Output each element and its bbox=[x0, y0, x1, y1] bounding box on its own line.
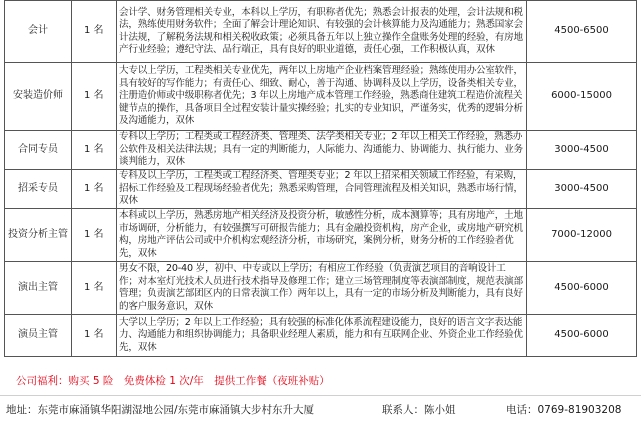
job-title: 合同专员 bbox=[5, 131, 72, 170]
footer-divider bbox=[0, 395, 641, 396]
job-salary: 6000-15000 bbox=[527, 63, 637, 131]
job-title: 会计 bbox=[5, 1, 72, 63]
job-title: 演员主管 bbox=[5, 315, 72, 357]
job-count: 1 名 bbox=[72, 170, 117, 209]
job-requirements: 专科及以上学历，工程类或工程经济类、管理类专业；2 年以上招采相关领域工作经验，有采购，招标工作经验及工程现场经验者优先；熟悉采购管理，合同管理流程及相关知识，熟悉市场行情，双休 bbox=[117, 170, 527, 209]
job-title: 投资分析主管 bbox=[5, 209, 72, 262]
job-row-accountant bbox=[5, 1, 637, 63]
job-salary: 3000-4500 bbox=[527, 131, 637, 170]
company-address: 地址：东莞市麻涌镇华阳湖湿地公园/东莞市麻涌镇大步村东升大厦 bbox=[6, 404, 315, 416]
job-row-procurement-specialist bbox=[5, 170, 637, 209]
job-row-performer-supervisor bbox=[5, 315, 637, 357]
job-title: 安装造价师 bbox=[5, 63, 72, 131]
job-salary: 7000-12000 bbox=[527, 209, 637, 262]
contact-phone: 电话：0769-81903208 bbox=[506, 404, 622, 416]
job-salary: 3000-4500 bbox=[527, 170, 637, 209]
company-welfare-note: 公司福利：购买 5 险 免费体检 1 次/年 提供工作餐（夜班补贴） bbox=[16, 375, 330, 387]
job-count: 1 名 bbox=[72, 262, 117, 315]
job-title: 招采专员 bbox=[5, 170, 72, 209]
job-count: 1 名 bbox=[72, 1, 117, 63]
job-count: 1 名 bbox=[72, 315, 117, 357]
job-requirements: 会计学、财务管理相关专业，本科以上学历，有职称者优先；熟悉会计报表的处理，会计法规和税法，熟练使用财务软件；全面了解会计理论知识、有较强的会计核算能力及沟通能力；熟悉国家会计法规，了解税务法规和相关税收政策；必须具备五年以上独立操作全盘账务处理的经验，有房地产行业经验；遵纪守法、品行端正，具有良好的职业道德，责任心强，工作积极认真，双休 bbox=[117, 1, 527, 63]
job-count: 1 名 bbox=[72, 131, 117, 170]
job-row-performance-supervisor bbox=[5, 262, 637, 315]
jobs-table bbox=[4, 0, 637, 357]
job-salary: 4500-6000 bbox=[527, 262, 637, 315]
job-count: 1 名 bbox=[72, 63, 117, 131]
job-requirements: 男女不限，20-40 岁，初中、中专或以上学历；有相应工作经验（负责演艺项目的音响设计工作；对本室灯光技术人员进行技术指导及修理工作；建立三场管理制度等表演部制度，规范表演部管理；负责演艺部团区内的日常表演工作）两年以上，具有一定的市场分析及判断能力，具有良好的客户服务意识，双休 bbox=[117, 262, 527, 315]
job-requirements: 专科以上学历；工程类或工程经济类、管理类、法学类相关专业；2 年以上相关工作经验，熟悉办公软件及相关法律法规；具有一定的判断能力，人际能力、沟通能力、协调能力、执行能力、业务谈判能力，双休 bbox=[117, 131, 527, 170]
job-salary: 4500-6500 bbox=[527, 1, 637, 63]
job-row-installation-cost-engineer bbox=[5, 63, 637, 131]
job-row-contract-specialist bbox=[5, 131, 637, 170]
contact-person: 联系人：陈小姐 bbox=[382, 404, 456, 416]
job-count: 1 名 bbox=[72, 209, 117, 262]
job-requirements: 大专以上学历，工程类相关专业优先，两年以上房地产企业档案管理经验；熟练使用办公室软件，具有较好的写作能力；有责任心、细致、耐心，善于沟通、协调科及以上学历，设备类相关专业，注册造价师或中级职称者优先；3 年以上房地产成本管理工作经验，熟悉商住建筑工程造价流程关键节点的操作，具备项目全过程安装计量实操经验；扎实的专业知识，严谨务实，优秀的逻辑分析及沟通能力，双休 bbox=[117, 63, 527, 131]
job-row-investment-analysis-supervisor bbox=[5, 209, 637, 262]
job-requirements: 大学以上学历；2 年以上工作经验；具有较强的标准化体系流程建设能力，良好的语言文字表达能力、沟通能力和组织协调能力；具备职业经理人素质，能力和有互联网企业、外资企业工作经验优先，双休 bbox=[117, 315, 527, 357]
job-title: 演出主管 bbox=[5, 262, 72, 315]
job-salary: 4500-6000 bbox=[527, 315, 637, 357]
job-requirements: 本科或以上学历，熟悉房地产相关经济及投资分析，敏感性分析，成本测算等；具有房地产，土地市场调研，分析能力，有较强撰写可研报告能力；具有金融投资机构，房产企业，或房地产研究机构，房地产评估公司或中介机构宏观经济分析，市场研究，案例分析，财务分析的工作经验者优先，双休 bbox=[117, 209, 527, 262]
